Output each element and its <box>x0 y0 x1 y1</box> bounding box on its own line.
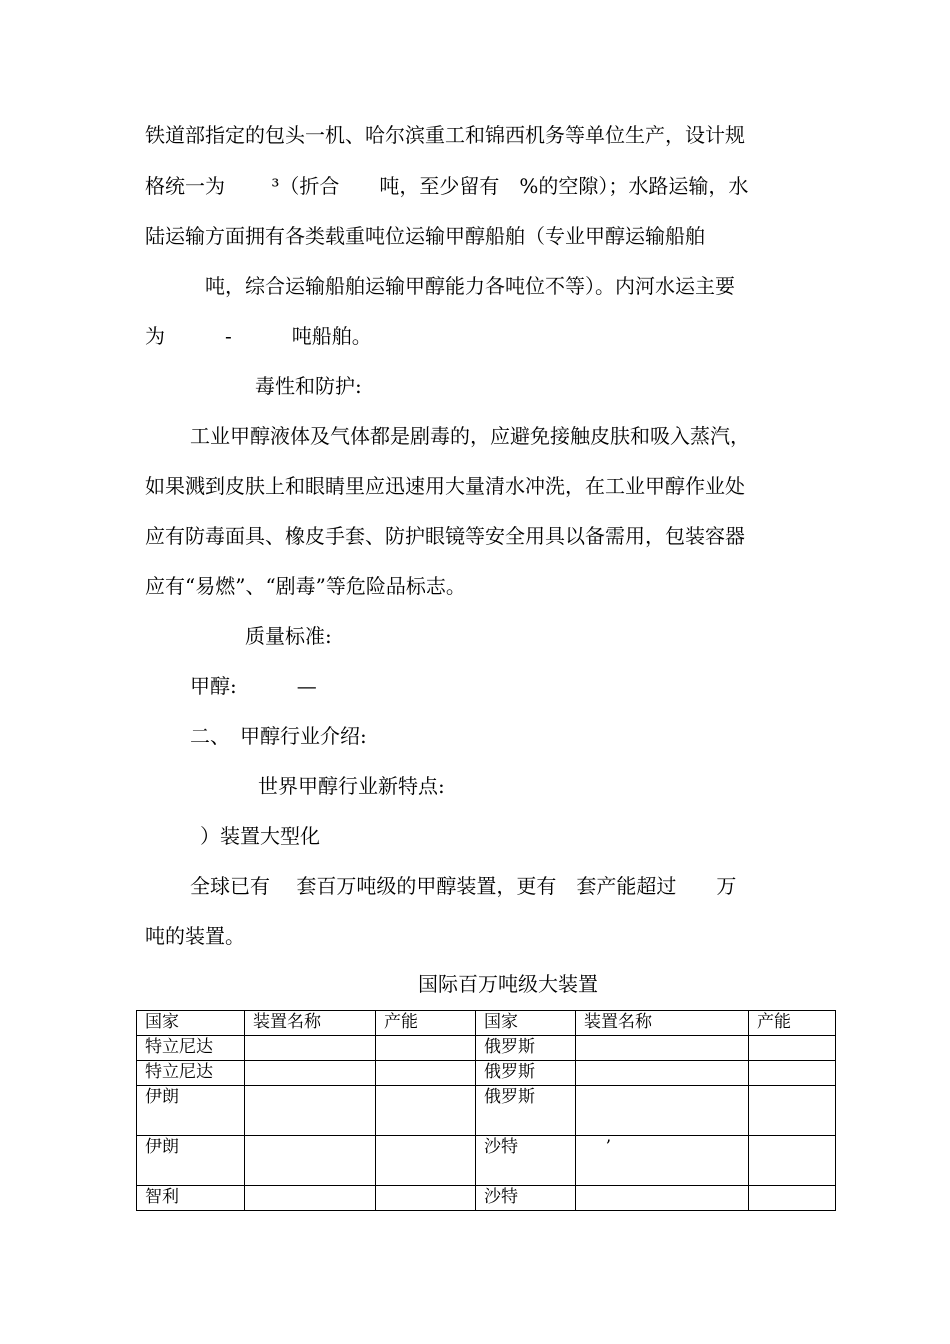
body-line-17: 吨的装置。 <box>145 924 245 948</box>
header-plant-name: 装置名称 <box>576 1011 749 1036</box>
table-cell: 俄罗斯 <box>476 1036 576 1061</box>
table-cell: 特立尼达 <box>137 1036 245 1061</box>
table-cell <box>376 1186 476 1211</box>
table-cell <box>749 1036 836 1061</box>
table-cell: ’ <box>576 1136 749 1186</box>
body-line-9: 应有防毒面具、橡皮手套、防护眼镜等安全用具以备需用，包装容器 <box>145 524 745 548</box>
table-cell <box>576 1061 749 1086</box>
table-cell <box>245 1086 376 1136</box>
methanol-standard-line: 甲醇: — <box>190 674 317 698</box>
table-cell: 沙特 <box>476 1136 576 1186</box>
body-line-4: 吨，综合运输船舶运输甲醇能力各吨位不等）。内河水运主要 <box>205 274 735 298</box>
table-cell <box>376 1136 476 1186</box>
body-line-5: 为 - 吨船舶。 <box>145 324 372 348</box>
body-line-1: 铁道部指定的包头一机、哈尔滨重工和锦西机务等单位生产，设计规 <box>145 123 745 147</box>
section-heading-industry: 二、 甲醇行业介绍: <box>190 724 367 748</box>
table-cell <box>749 1186 836 1211</box>
table-cell <box>576 1036 749 1061</box>
header-country: 国家 <box>137 1011 245 1036</box>
table-row <box>137 1186 836 1211</box>
table-caption: 国际百万吨级大装置 <box>418 972 598 996</box>
table-cell <box>245 1186 376 1211</box>
plants-table <box>136 1010 836 1211</box>
header-capacity: 产能 <box>376 1011 476 1036</box>
header-country: 国家 <box>476 1011 576 1036</box>
body-line-3: 陆运输方面拥有各类载重吨位运输甲醇船舶（专业甲醇运输船舶 <box>145 224 705 248</box>
header-plant-name: 装置名称 <box>245 1011 376 1036</box>
table-cell <box>245 1136 376 1186</box>
table-cell: 俄罗斯 <box>476 1061 576 1086</box>
table-header-row <box>137 1011 836 1036</box>
table-cell <box>245 1061 376 1086</box>
header-capacity: 产能 <box>749 1011 836 1036</box>
table-row <box>137 1136 836 1186</box>
body-line-2: 格统一为 ³（折合 吨，至少留有 %的空隙）；水路运输，水 <box>145 174 749 198</box>
table-cell <box>576 1086 749 1136</box>
section-heading-toxicity: 毒性和防护: <box>255 374 362 398</box>
table-cell <box>245 1036 376 1061</box>
table-cell: 俄罗斯 <box>476 1086 576 1136</box>
body-line-7: 工业甲醇液体及气体都是剧毒的，应避免接触皮肤和吸入蒸汽， <box>190 424 750 448</box>
table-cell <box>376 1061 476 1086</box>
body-line-8: 如果溅到皮肤上和眼睛里应迅速用大量清水冲洗，在工业甲醇作业处 <box>145 474 745 498</box>
table-cell <box>376 1036 476 1061</box>
table-row <box>137 1086 836 1136</box>
section-heading-quality: 质量标准: <box>245 624 332 648</box>
table-cell <box>576 1186 749 1211</box>
section-heading-new-features: 世界甲醇行业新特点: <box>258 774 445 798</box>
table-cell: 特立尼达 <box>137 1061 245 1086</box>
table-cell <box>749 1136 836 1186</box>
table-cell <box>749 1086 836 1136</box>
table-row <box>137 1036 836 1061</box>
table-cell: 伊朗 <box>137 1086 245 1136</box>
table-cell <box>749 1061 836 1086</box>
body-line-10: 应有“易燃”、“剧毒”等危险品标志。 <box>145 574 466 598</box>
table-row <box>137 1061 836 1086</box>
body-line-16: 全球已有 套百万吨级的甲醇装置，更有 套产能超过 万 <box>190 874 737 898</box>
table-cell: 沙特 <box>476 1186 576 1211</box>
subheading-large-scale: ）装置大型化 <box>200 824 320 848</box>
table-cell: 伊朗 <box>137 1136 245 1186</box>
table-cell <box>376 1086 476 1136</box>
table-cell: 智利 <box>137 1186 245 1211</box>
